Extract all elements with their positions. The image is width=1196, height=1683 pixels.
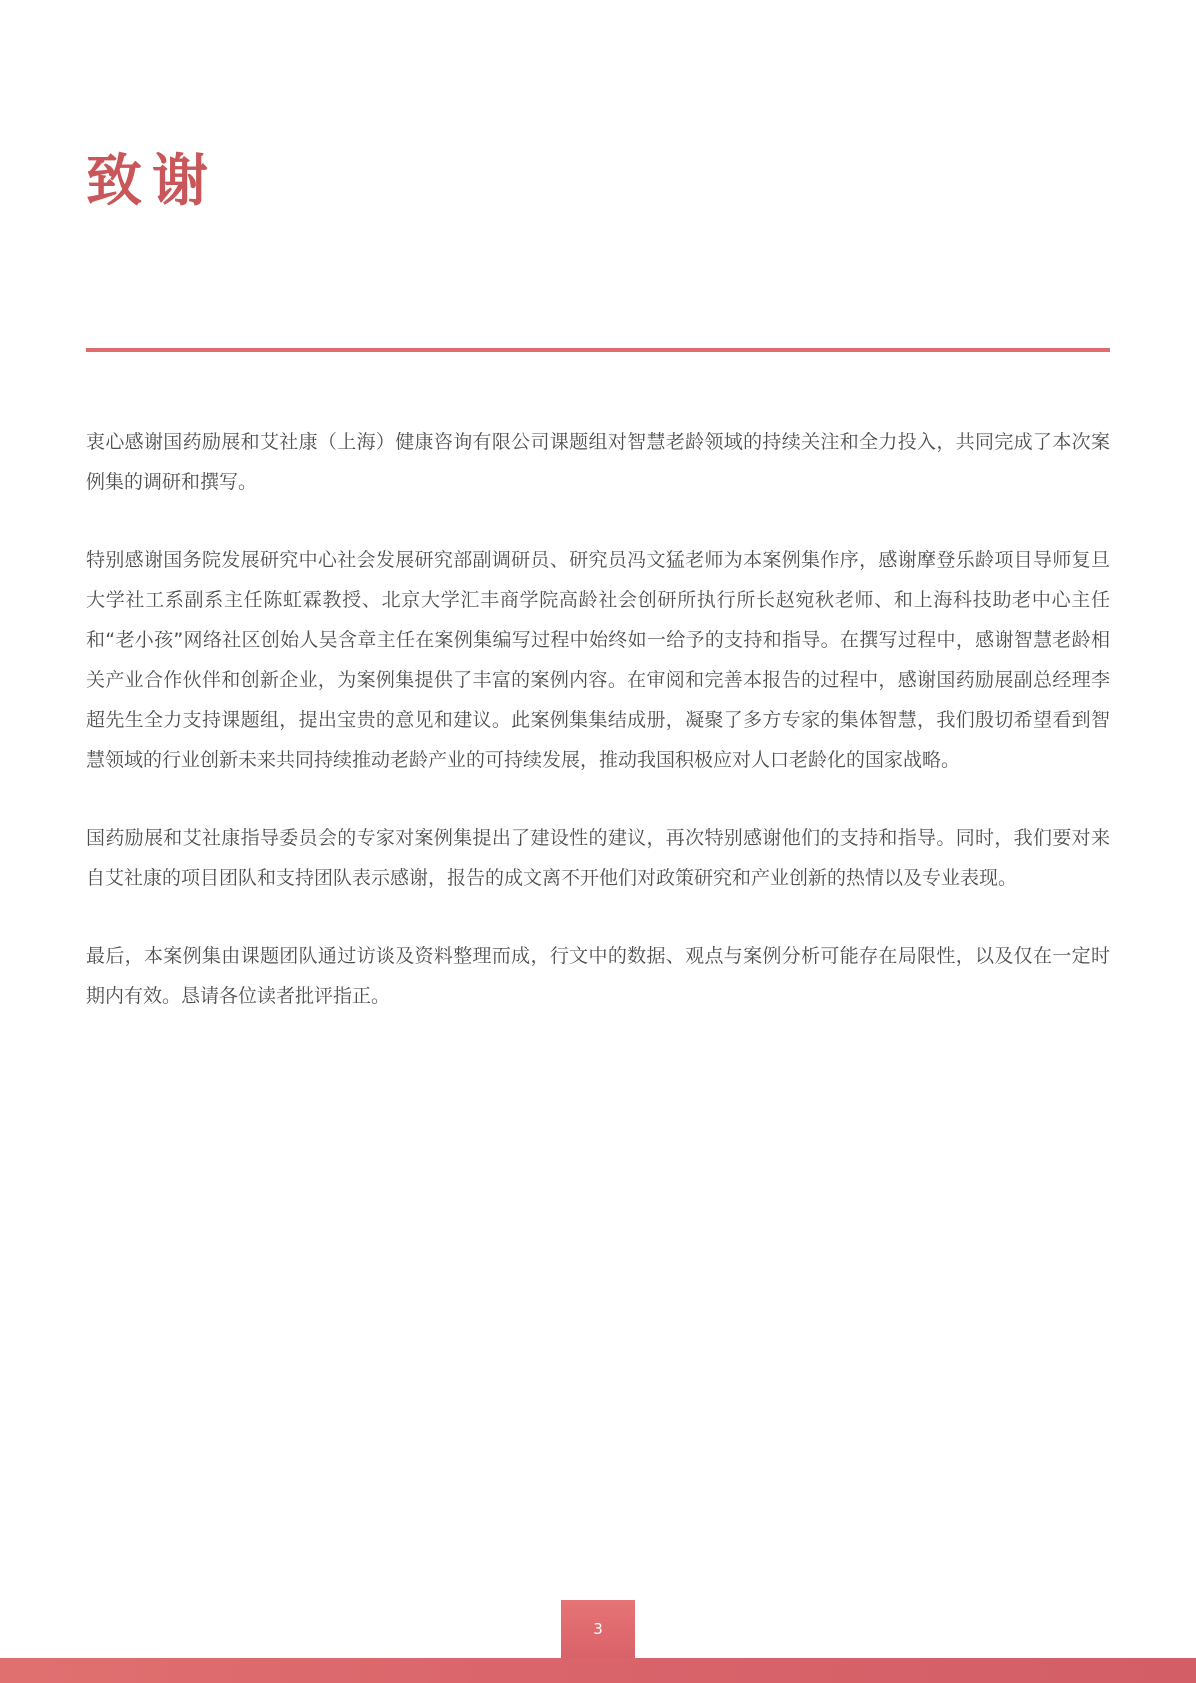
paragraph-3: 国药励展和艾社康指导委员会的专家对案例集提出了建设性的建议，再次特别感谢他们的支持和指导。同时，我们要对来自艾社康的项目团队和支持团队表示感谢，报告的成文离不开他们对政策研究和产业创新的热情以及专业表现。 [86, 827, 1110, 889]
page-title: 致谢 [86, 149, 218, 214]
acknowledgement-body [86, 422, 1110, 1054]
paragraph-1: 衷心感谢国药励展和艾社康（上海）健康咨询有限公司课题组对智慧老龄领域的持续关注和全力投入，共同完成了本次案例集的调研和撰写。 [86, 431, 1110, 493]
paragraph-4: 最后，本案例集由课题团队通过访谈及资料整理而成，行文中的数据、观点与案例分析可能存在局限性，以及仅在一定时期内有效。恳请各位读者批评指正。 [86, 945, 1110, 1007]
page-number: 3 [561, 1600, 635, 1658]
title-divider [86, 348, 1110, 352]
footer-bar [0, 1658, 1196, 1683]
paragraph-2: 特别感谢国务院发展研究中心社会发展研究部副调研员、研究员冯文猛老师为本案例集作序，感谢摩登乐龄项目导师复旦大学社工系副系主任陈虹霖教授、北京大学汇丰商学院高龄社会创研所执行所长赵宛秋老师、和上海科技助老中心主任和“老小孩”网络社区创始人吴含章主任在案例集编写过程中始终如一给予的支持和指导。在撰写过程中，感谢智慧老龄相关产业合作伙伴和创新企业，为案例集提供了丰富的案例内容。在审阅和完善本报告的过程中，感谢国药励展副总经理李超先生全力支持课题组，提出宝贵的意见和建议。此案例集集结成册，凝聚了多方专家的集体智慧，我们殷切希望看到智慧领域的行业创新未来共同持续推动老龄产业的可持续发展，推动我国积极应对人口老龄化的国家战略。 [86, 549, 1110, 771]
